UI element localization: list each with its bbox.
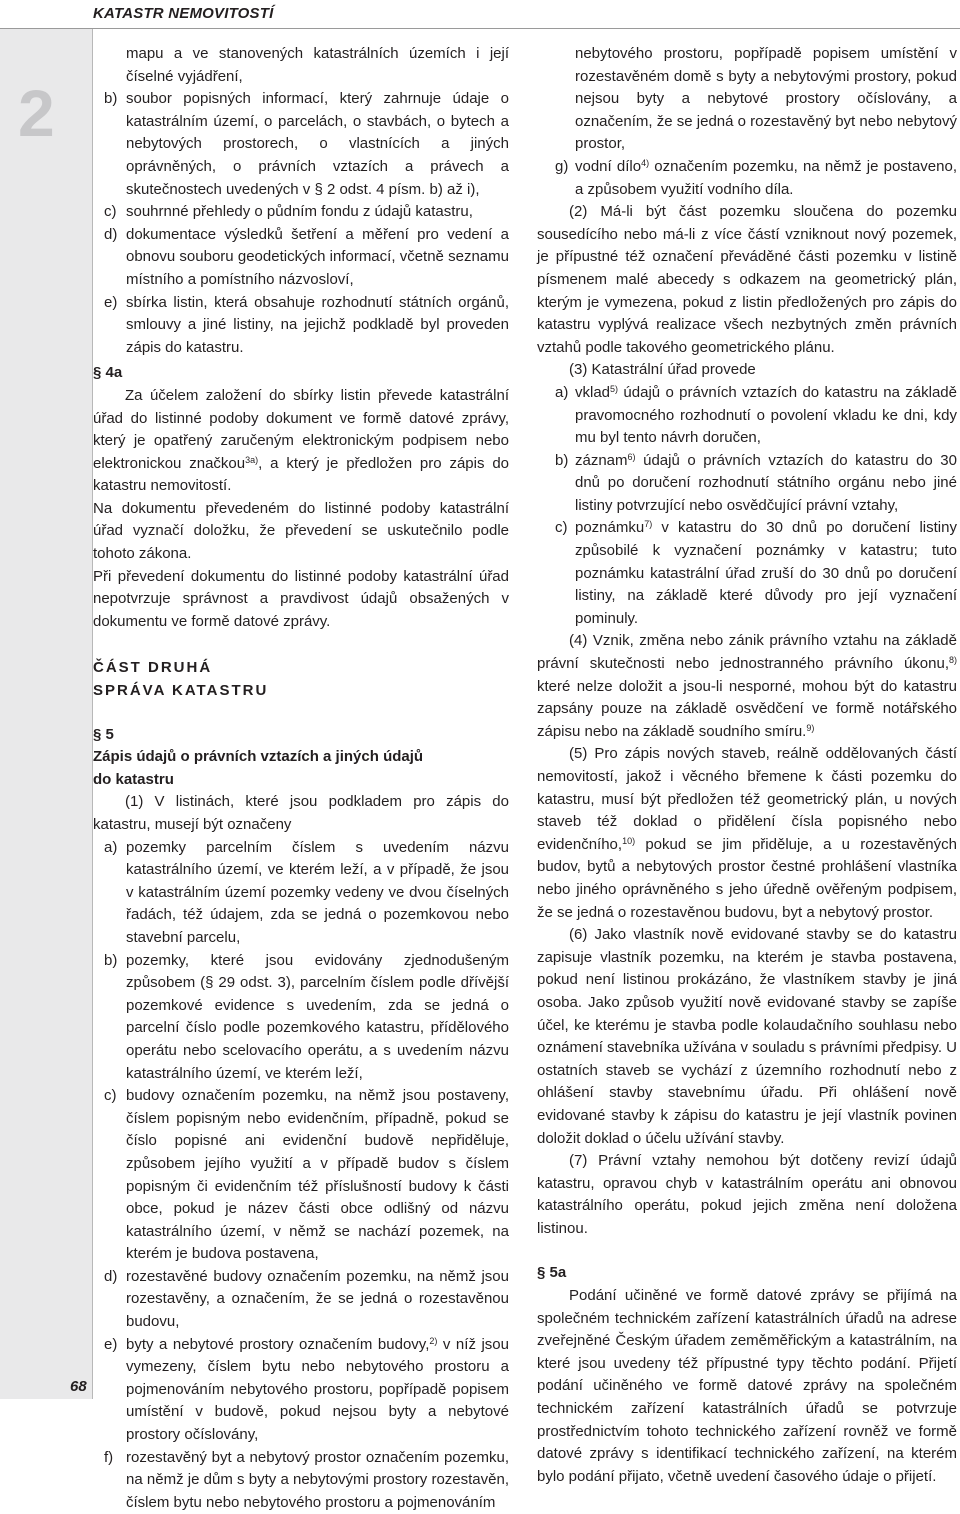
section-heading-5a: § 5a (537, 1264, 567, 1282)
paragraph-text: pokud se jim přiděluje, a u rozestavěných budov, bytů a nebytových prostor čestné prohlášení vlastníka nebo jiného oprávněného s jeho úředně ověřeným podpisem, že se jedná o rozestavěnou budovu, byt a nebytový prostor. (537, 835, 957, 921)
section-heading-4a: § 4a (93, 364, 123, 382)
paragraph-text: které nelze doložit a jsou-li nesporné, mohou být do katastru zapsány pouze na základě osvědčení ve formě notářského zápisu nebo na základě soudního smíru. (537, 677, 957, 740)
page-number: 68 (70, 1378, 87, 1395)
footnote-ref: 7) (644, 519, 653, 530)
section-title-cont: do katastru (93, 770, 174, 788)
right-column (537, 43, 957, 1488)
paragraph (537, 630, 957, 743)
part-title: ČÁST DRUHÁ (93, 659, 213, 677)
item-text: údajů o právních vztazích do katastru do 30 dnů po doručení rozhodnutí státního orgánu nebo jiné listiny potvrzující nebo osvědčující právní vztahy, (575, 451, 957, 514)
item-marker: b) (555, 451, 569, 469)
item-text: údajů o právních vztazích do katastru na základě pravomocného rozhodnutí o povolení vkladu ke dni, kdy mu byl tento návrh doručen, (575, 383, 957, 447)
list-items-b-e (93, 88, 509, 359)
paragraph: Při převedení dokumentu do listinné podoby katastrální úřad nepotvrzuje správnost a pravdivost údajů obsažených v dokumentu ve formě datové zprávy. (93, 567, 509, 630)
list-item (93, 1085, 509, 1266)
paragraph: Na dokumentu převedeném do listinné podoby katastrální úřad vyznačí doložku, že převedení se uskutečnilo podle tohoto zákona. (93, 499, 509, 563)
page-header (0, 0, 960, 29)
paragraph: Podání učiněné ve formě datové zprávy se přijímá na společném technickém zařízení katastrálních úřadů na adrese zveřejněné Českým úřadem zeměměřickým a katastrálním, na které jsou uvedeny též přípustné typy těchto podání. Přijetí podání učiněného ve formě datové zprávy na společném technickém zařízení katastrálních úřadů se potvrzuje prostřednictvím tohoto technického zařízení rovněž ve formě datové zprávy s identifikací technického zařízení, na kterém bylo podání přijato, včetně uvedení časového údaje o přijetí. (537, 1287, 957, 1485)
paragraph-text: (5) Pro zápis nových staveb, reálně oddělovaných částí nemovitostí, jakož i věcného břemene k části pozemku do katastru, musí být předložen též geometrický plán, u nových staveb též doklad o přidělení čísla popisného nebo evidenčního, (537, 745, 957, 853)
paragraph (537, 743, 957, 924)
list-item (93, 837, 509, 950)
item-a-continuation: mapu a ve stanovených katastrálních územích i její číselné vyjádření, (126, 45, 509, 85)
list-item (537, 156, 957, 201)
item-text: v níž jsou vymezeny, číslem bytu nebo nebytového prostoru a pojmenováním nebytového prostoru, popřípadě popisem umístění v budově, pokud nejsou byty a nebytové prostory očíslovány, (126, 1335, 509, 1444)
item-marker: c) (104, 203, 117, 221)
paragraph: (3) Katastrální úřad provede (569, 361, 756, 379)
list-item (93, 224, 509, 292)
paragraph-text: , a který je předložen pro zápis do katastru nemovitostí. (93, 454, 510, 495)
item-text: záznam (575, 451, 628, 469)
list-item (93, 1447, 509, 1514)
item-text: vklad (575, 383, 611, 401)
item-text: označením pozemku, na němž je postaveno, a způsobem využití vodního díla. (575, 157, 957, 198)
item-marker: c) (104, 1087, 117, 1105)
paragraph: (6) Jako vlastník nově evidované stavby se do katastru zapisuje vlastník pozemku, na kterém je stavba postavena, pokud není listinou prokázáno, že vlastníkem stavby je jiná osoba. Jako způsob využití nově evidované stavby se zapíše účel, ke kterému je stavba podle kolaudačního souhlasu nebo oznámení stavebníka užívána v souladu s právními předpisy. U ostatních staveb se vychází z územního rozhodnutí nebo z ohlášení stavby stavebnímu úřadu. Při ohlášení nově evidované stavby k zápisu do katastru je její vlastník povinen doložit doklad o účelu užívání stavby. (537, 926, 957, 1147)
item-marker: b) (104, 951, 118, 969)
list-item (93, 292, 509, 360)
footnote-ref: 4) (641, 157, 650, 168)
paragraph-text: (4) Vznik, změna nebo zánik právního vztahu na základě právní skutečnosti nebo jednostranného právního úkonu, (537, 632, 957, 673)
item-text: pozemky parcelním číslem s uvedením názvu katastrálního území, ve kterém leží, a v případě, že jsou v katastrálním území pozemky vedeny ve dvou číselných řadách, též údajem, zda se jedná o pozemkovou nebo stavební parcelu, (126, 838, 509, 946)
footnote-ref: 10) (622, 835, 636, 846)
paragraph: (7) Právní vztahy nemohou být dotčeny revizí údajů katastru, opravou chyb v katastrálním operátu ani obnovou katastrálního operátu, pokud jejich změna není doložena listinou. (537, 1152, 957, 1237)
item-marker: f) (104, 1448, 114, 1466)
list-item (93, 1266, 509, 1334)
list-item (93, 88, 509, 201)
footnote-ref: 8) (948, 655, 957, 666)
footnote-ref: 9) (806, 722, 815, 733)
list-item (537, 450, 957, 518)
item-marker: a) (104, 838, 118, 856)
item-marker: g) (555, 157, 569, 175)
footnote-ref: 6) (627, 451, 636, 462)
paragraph: (1) V listinách, které jsou podkladem pro zápis do katastru, musejí být označeny (93, 793, 509, 833)
section-heading-5: § 5 (93, 725, 114, 743)
item-text: pozemky, které jsou evidovány zjednodušeným způsobem (§ 29 odst. 3), parcelním číslem podle dřívější pozemkové evidence s uvedením, zda se jedná o parcelní číslo podle pozemkového katastru, přídělového operátu nebo scelovacího operátu, a s uvedením názvu katastrálního území, ve kterém leží, (126, 951, 509, 1082)
item-marker: d) (104, 225, 118, 243)
item-marker: e) (104, 293, 118, 311)
item-text: rozestavěný byt a nebytový prostor označením pozemku, na němž je dům s byty a nebytovými prostory rozestavěn, číslem bytu nebo nebytového prostoru a pojmenováním (126, 1448, 509, 1511)
list-item (537, 382, 957, 450)
item-text: poznámku (575, 519, 645, 537)
item-marker: e) (104, 1335, 118, 1353)
item-text: dokumentace výsledků šetření a měření pro vedení a obnovu souboru geodetických informací, včetně seznamu místního a pomístního názvosloví, (126, 225, 509, 288)
item-text: rozestavěné budovy označením pozemku, na němž jsou rozestavěny, a označením, že se jedná o rozestavěnou budovu, (126, 1267, 509, 1331)
list-items-a-f (93, 837, 509, 1514)
item-text: budovy označením pozemku, na němž jsou postaveny, číslem popisným nebo evidenčním, případně, pokud se číslo popisné ani evidenční budově nepřiděluje, způsobem jejího využití a v případě budov s číslem popisným či evidenčním též příslušností budovy k části obce, pokud je název části obce odlišný od názvu katastrálního území, v němž se nachází pozemek, na kterém je budova postavena, (126, 1087, 509, 1263)
chapter-number: 2 (18, 76, 55, 150)
part-subtitle: SPRÁVA KATASTRU (93, 682, 269, 700)
item-text: v katastru do 30 dnů po doručení listiny způsobilé k vyznačení poznámky v katastru; tuto poznámku katastrální úřad zruší do 30 dnů po doručení listiny, na základě které důvody pro její vyznačení pominuly. (575, 519, 957, 627)
running-header: KATASTR NEMOVITOSTÍ (93, 5, 274, 22)
list-item (93, 1334, 509, 1447)
section-title: Zápis údajů o právních vztazích a jiných údajů (93, 748, 424, 766)
item-marker: a) (555, 383, 569, 401)
list-item (93, 201, 509, 224)
paragraph-text: Za účelem založení do sbírky listin převede katastrální úřad do listinné podoby dokument ve formě datové zprávy, který je opatřený zaručeným elektronickým podpisem nebo elektronickou značkou (93, 386, 509, 472)
paragraph: (2) Má-li být část pozemku sloučena do pozemku sousedícího nebo má-li z více částí vzniknout nový pozemek, je přípustné též označení převáděné části pozemku v listině písmenem malé abecedy s odkazem na geometrický plán, kterým je vymezena, pokud z listin předložených pro zápis do katastru vyplývá realizace všech nezbytných změn právních vztahů podle takového geometrického plánu. (537, 203, 957, 356)
paragraph (93, 385, 509, 498)
list-item (93, 950, 509, 1086)
item-marker: d) (104, 1267, 118, 1285)
item-marker: b) (104, 90, 118, 108)
item-marker: c) (555, 519, 568, 537)
item-text: byty a nebytové prostory označením budovy, (126, 1335, 430, 1353)
item-text: soubor popisných informací, který zahrnuje údaje o katastrálním území, o parcelách, o stavbách, o bytech a nebytových prostorech, o vlastnících a jiných oprávněných, o právních vztazích a právech a skutečnostech uvedených v § 2 odst. 4 písm. b) až i), (126, 90, 509, 198)
list-item (537, 517, 957, 630)
item-text: vodní dílo (575, 157, 642, 175)
footnote-ref: 2) (429, 1335, 438, 1346)
footnote-ref: 5) (610, 383, 619, 394)
item-text: sbírka listin, která obsahuje rozhodnutí státních orgánů, smlouvy a jiné listiny, na jejichž podkladě byl proveden zápis do katastru. (126, 293, 509, 356)
item-text: souhrnné přehledy o půdním fondu z údajů katastru, (126, 203, 473, 221)
left-column (93, 43, 509, 1514)
item-f-continuation: nebytového prostoru, popřípadě popisem umístění v rozestavěném domě s byty a nebytovými prostory, pokud nejsou byty a nebytové prostory očíslovány, a označením, že se jedná o rozestavěný byt nebo nebytový prostor, (575, 45, 957, 153)
footnote-ref: 3a) (245, 454, 259, 465)
margin-sidebar (0, 29, 92, 1399)
